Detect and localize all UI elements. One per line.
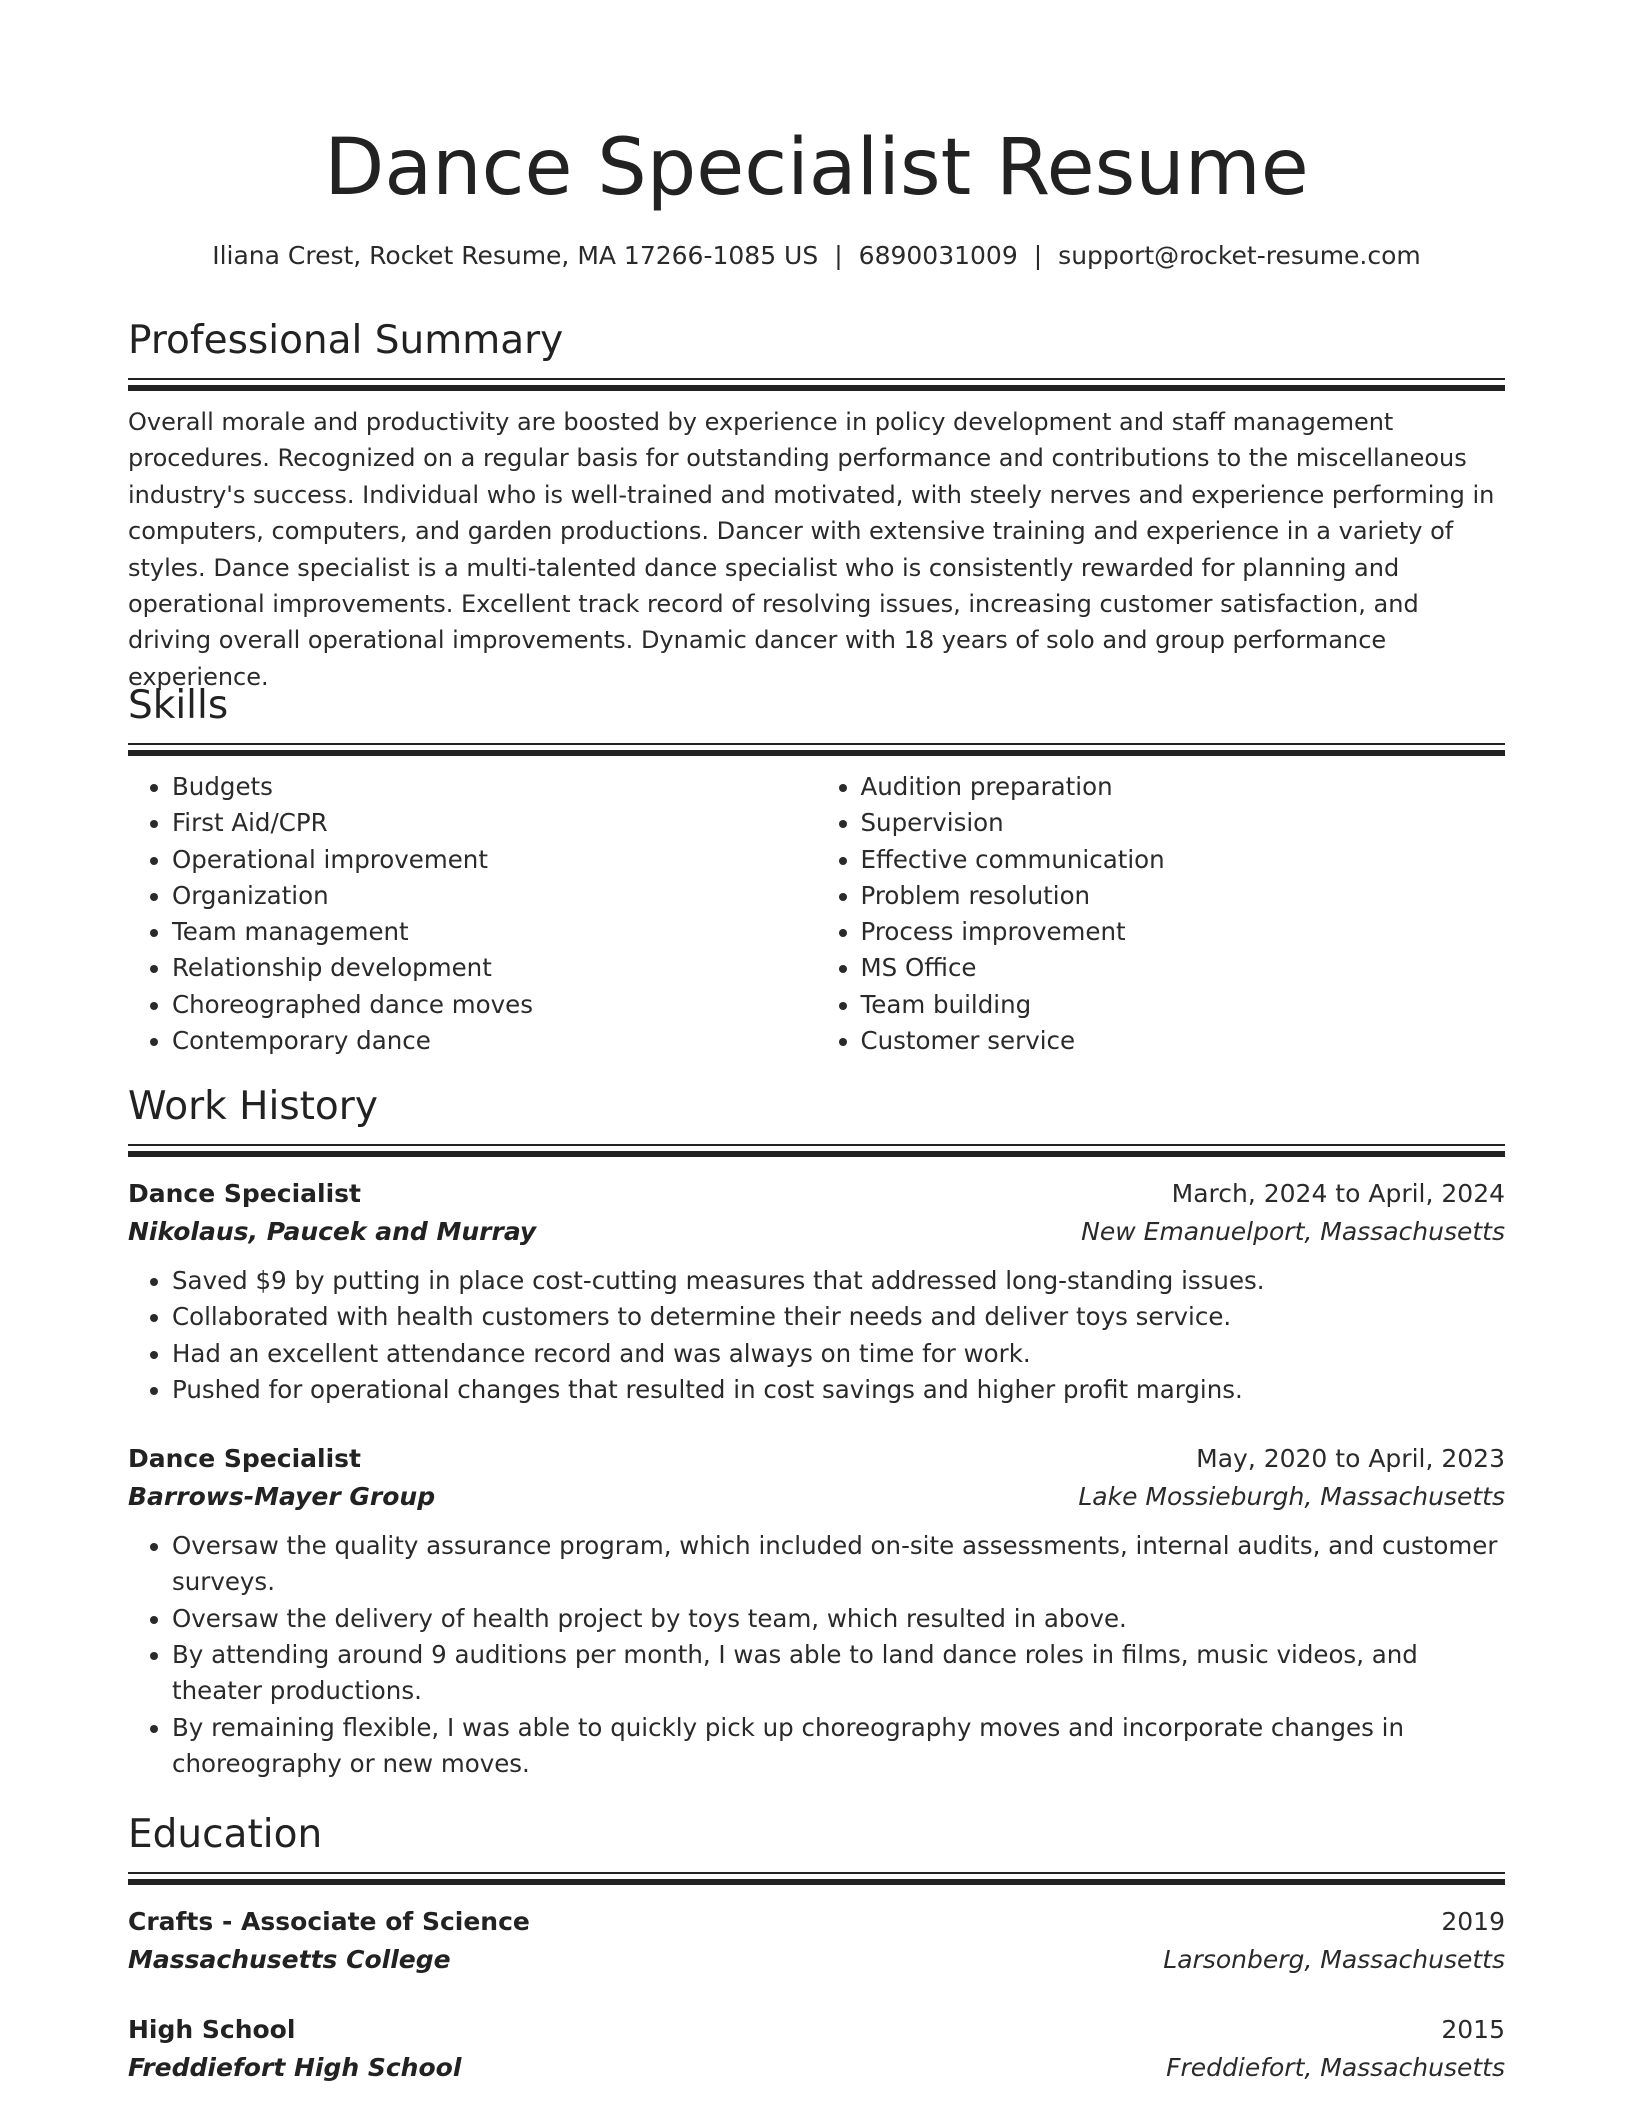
job-bullet: • Oversaw the delivery of health project by toys team, which resulted in above. (172, 1601, 1505, 1637)
education-heading: Education (128, 1812, 323, 1857)
education-degree: Crafts - Associate of Science (128, 1907, 530, 1936)
skill-item: • Customer service (861, 1023, 1506, 1059)
job-bullet: • Oversaw the quality assurance program, which included on-site assessments, internal audits, and customer surveys. (172, 1528, 1505, 1601)
section-divider (128, 1144, 1505, 1157)
job-entry (128, 1440, 1505, 1782)
education-location: Larsonberg, Massachusetts (1163, 1945, 1505, 1974)
job-title: Dance Specialist (128, 1444, 361, 1474)
contact-separator: | (834, 241, 843, 270)
skill-item: • Contemporary dance (172, 1023, 817, 1059)
skill-item: • Operational improvement (172, 842, 817, 878)
job-dates: May, 2020 to April, 2023 (1196, 1444, 1505, 1474)
education-location: Freddiefort, Massachusetts (1166, 2053, 1505, 2082)
job-location: Lake Mossieburgh, Massachusetts (1078, 1482, 1505, 1512)
job-bullet: • Had an excellent attendance record and was always on time for work. (172, 1336, 1505, 1372)
education-section (128, 1810, 1505, 2087)
skill-item: • Team building (861, 987, 1506, 1023)
skill-item: • Choreographed dance moves (172, 987, 817, 1023)
job-title: Dance Specialist (128, 1179, 361, 1208)
work-history-section (128, 1082, 1505, 1782)
section-divider (128, 378, 1505, 391)
job-company: Nikolaus, Paucek and Murray (128, 1217, 537, 1246)
contact-address: Iliana Crest, Rocket Resume, MA 17266-1085 US (212, 241, 819, 270)
education-year: 2019 (1441, 1907, 1505, 1936)
job-entry (128, 1175, 1505, 1408)
education-entry (128, 1903, 1505, 1979)
job-bullet: • Pushed for operational changes that resulted in cost savings and higher profit margins. (172, 1372, 1505, 1408)
job-bullets (128, 1528, 1505, 1782)
skill-item: • Budgets (172, 769, 817, 805)
resume-title: Dance Specialist Resume (324, 123, 1309, 213)
job-bullet: • By remaining flexible, I was able to quickly pick up choreography moves and incorporate changes in choreography or new moves. (172, 1710, 1505, 1783)
education-entry (128, 2011, 1505, 2087)
job-bullets (128, 1263, 1505, 1408)
education-school: Freddiefort High School (128, 2053, 462, 2082)
skills-columns (128, 769, 1505, 1059)
summary-text: Overall morale and productivity are boosted by experience in policy development and staff management procedures. Recognized on a regular basis for outstanding performance and contributions to the miscellaneous industry's success. Individual who is well-trained and motivated, with steely nerves and experience performing in computers, computers, and garden productions. Dancer with extensive training and experience in a variety of styles. Dance specialist is a multi-talented dance specialist who is consistently rewarded for planning and operational improvements. Excellent track record of resolving issues, increasing customer satisfaction, and driving overall operational improvements. Dynamic dancer with 18 years of solo and group performance experience. (128, 408, 1495, 691)
job-bullet: • Saved $9 by putting in place cost-cutting measures that addressed long-standing issues. (172, 1263, 1505, 1299)
skill-item: • First Aid/CPR (172, 805, 817, 841)
job-bullet: • By attending around 9 auditions per month, I was able to land dance roles in films, music videos, and theater productions. (172, 1637, 1505, 1710)
education-degree: High School (128, 2015, 296, 2044)
contact-separator: | (1033, 241, 1043, 270)
job-dates: March, 2024 to April, 2024 (1171, 1179, 1505, 1208)
skill-item: • Audition preparation (861, 769, 1506, 805)
skill-item: • Process improvement (861, 914, 1506, 950)
contact-line (128, 238, 1505, 274)
education-school: Massachusetts College (128, 1945, 451, 1974)
skill-item: • Problem resolution (861, 878, 1506, 914)
summary-heading: Professional Summary (128, 318, 564, 363)
section-divider (128, 1872, 1505, 1885)
work-history-heading: Work History (128, 1084, 378, 1129)
skill-item: • Team management (172, 914, 817, 950)
skill-item: • Supervision (861, 805, 1506, 841)
skill-item: • Effective communication (861, 842, 1506, 878)
summary-section (128, 316, 1505, 695)
education-year: 2015 (1441, 2015, 1505, 2044)
job-company: Barrows-Mayer Group (128, 1482, 436, 1512)
skills-section (128, 681, 1505, 1059)
contact-email[interactable]: support@rocket-resume.com (1058, 241, 1421, 270)
contact-phone: 6890031009 (858, 241, 1018, 270)
job-location: New Emanuelport, Massachusetts (1081, 1217, 1505, 1246)
section-divider (128, 743, 1505, 756)
skill-item: • MS Office (861, 950, 1506, 986)
skills-heading: Skills (128, 683, 229, 728)
skills-list-right (817, 769, 1506, 1059)
skill-item: • Relationship development (172, 950, 817, 986)
skills-list-left (128, 769, 817, 1059)
job-bullet: • Collaborated with health customers to determine their needs and deliver toys service. (172, 1299, 1505, 1335)
skill-item: • Organization (172, 878, 817, 914)
